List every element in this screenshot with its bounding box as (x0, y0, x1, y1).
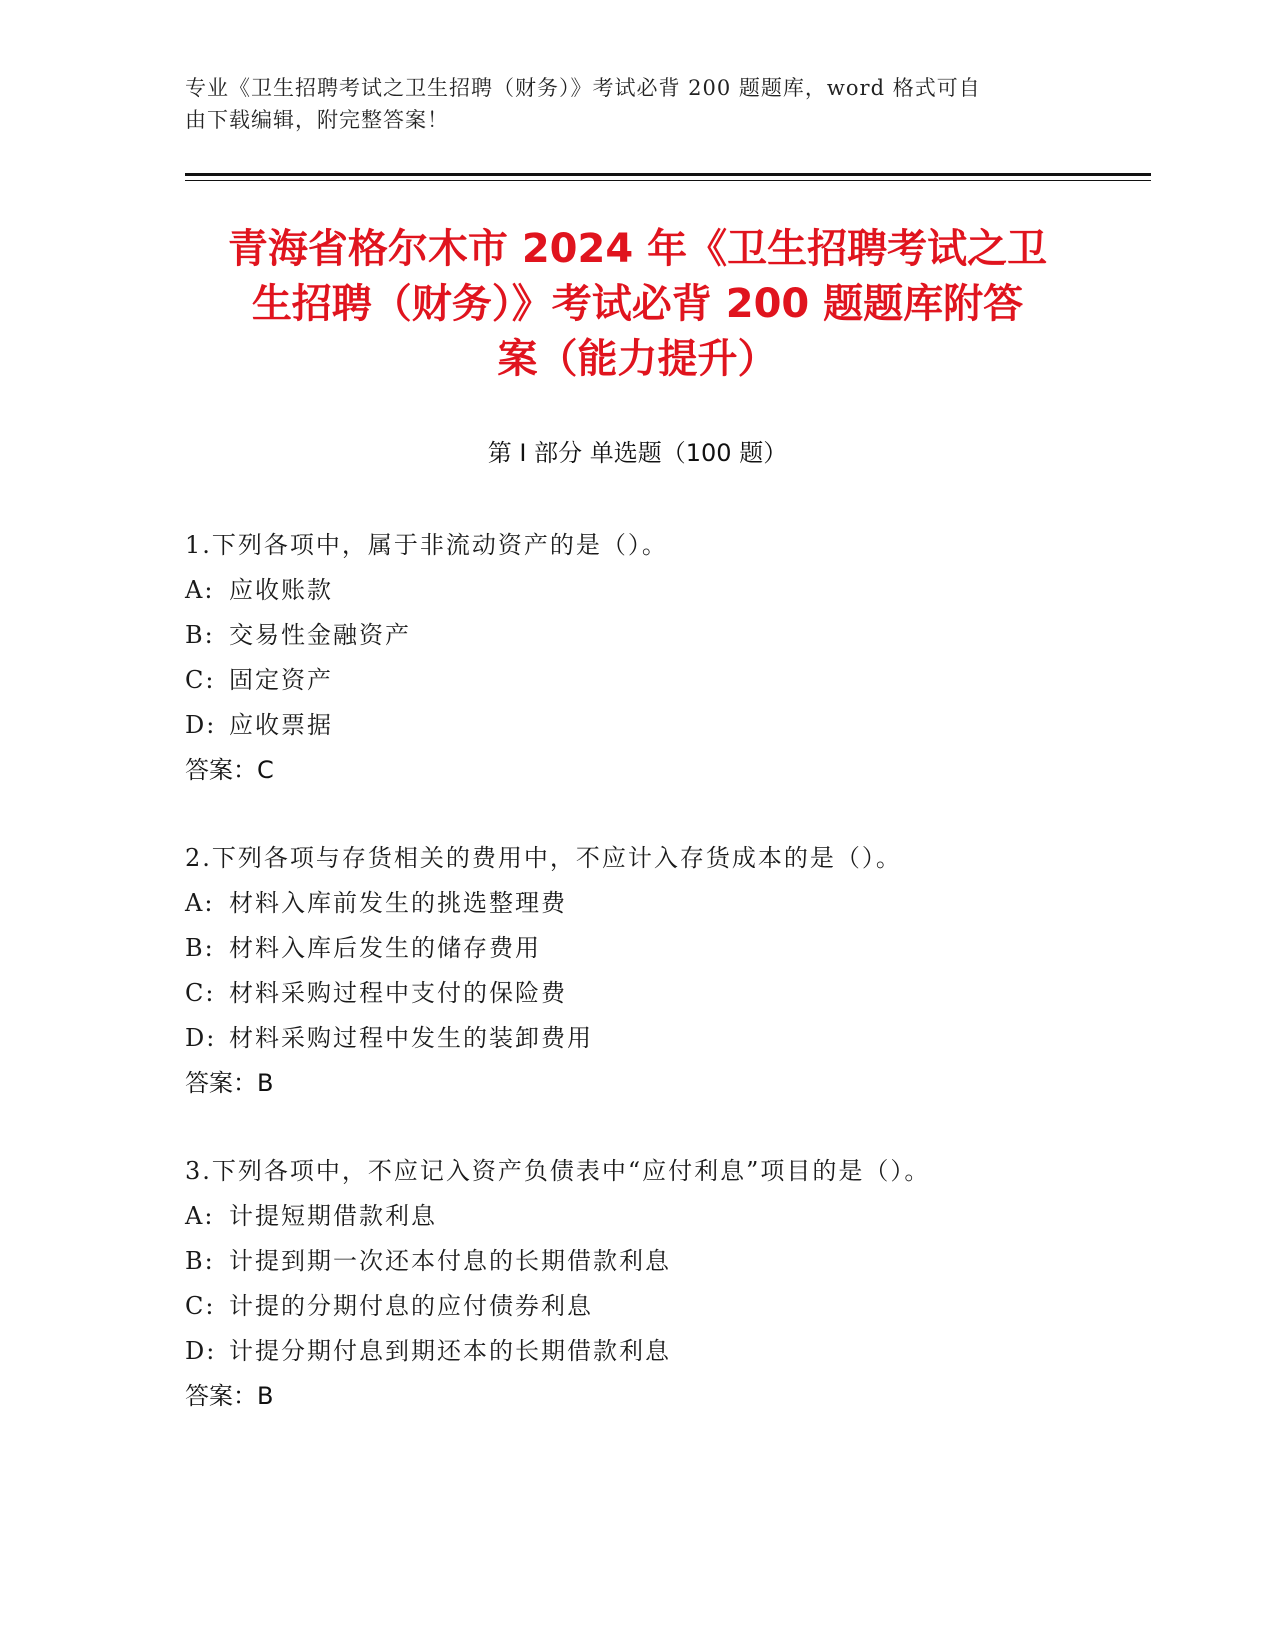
question-item (185, 523, 1135, 793)
option-text: 材料采购过程中支付的保险费 (229, 979, 567, 1007)
header-note (185, 72, 1065, 136)
document-title (160, 222, 1115, 387)
question-item (185, 836, 1135, 1106)
document-title-line-2: 生招聘（财务）》考试必背 200 题题库附答 (251, 281, 1024, 327)
option-text: 材料采购过程中发生的装卸费用 (229, 1024, 593, 1052)
option-letter: B: (185, 621, 215, 649)
question-answer: 答案：C (185, 756, 274, 784)
question-option-c (185, 971, 1135, 1016)
question-option-b (185, 926, 1135, 971)
question-stem: 3.下列各项中，不应记入资产负债表中“应付利息”项目的是（）。 (185, 1157, 931, 1185)
header-note-line-2: 由下载编辑，附完整答案！ (185, 108, 449, 132)
question-answer: 答案：B (185, 1069, 274, 1097)
option-text: 固定资产 (229, 666, 333, 694)
option-letter: B: (185, 934, 215, 962)
option-letter: A: (185, 889, 215, 917)
question-stem: 1.下列各项中，属于非流动资产的是（）。 (185, 531, 668, 559)
option-letter: B: (185, 1247, 215, 1275)
question-stem: 2.下列各项与存货相关的费用中，不应计入存货成本的是（）。 (185, 844, 902, 872)
option-text: 材料入库后发生的储存费用 (229, 934, 541, 962)
document-title-line-3: 案（能力提升） (497, 336, 778, 382)
option-text: 计提到期一次还本付息的长期借款利息 (229, 1247, 671, 1275)
option-letter: C: (185, 666, 216, 694)
option-letter: A: (185, 576, 215, 604)
question-list (185, 523, 1135, 1462)
question-option-a (185, 568, 1135, 613)
question-option-d (185, 1016, 1135, 1061)
header-rule-thin (185, 180, 1151, 181)
question-option-d (185, 1329, 1135, 1374)
option-letter: A: (185, 1202, 215, 1230)
question-option-b (185, 613, 1135, 658)
option-text: 应收账款 (229, 576, 333, 604)
option-text: 计提的分期付息的应付债券利息 (229, 1292, 593, 1320)
option-text: 交易性金融资产 (229, 621, 411, 649)
question-option-c (185, 658, 1135, 703)
option-text: 计提短期借款利息 (229, 1202, 437, 1230)
question-option-b (185, 1239, 1135, 1284)
document-title-line-1: 青海省格尔木市 2024 年《卫生招聘考试之卫 (227, 226, 1048, 272)
header-note-line-1: 专业《卫生招聘考试之卫生招聘（财务）》考试必背 200 题题库，word 格式可自 (185, 76, 981, 100)
header-rule-thick (185, 173, 1151, 176)
question-answer: 答案：B (185, 1382, 274, 1410)
option-letter: D: (185, 1337, 217, 1365)
question-item (185, 1149, 1135, 1419)
option-letter: D: (185, 711, 217, 739)
question-option-a (185, 881, 1135, 926)
question-option-a (185, 1194, 1135, 1239)
option-text: 计提分期付息到期还本的长期借款利息 (229, 1337, 671, 1365)
section-heading: 第 I 部分 单选题（100 题） (487, 439, 788, 467)
question-option-c (185, 1284, 1135, 1329)
option-letter: C: (185, 1292, 216, 1320)
option-text: 应收票据 (229, 711, 333, 739)
option-letter: D: (185, 1024, 217, 1052)
option-text: 材料入库前发生的挑选整理费 (229, 889, 567, 917)
question-option-d (185, 703, 1135, 748)
option-letter: C: (185, 979, 216, 1007)
